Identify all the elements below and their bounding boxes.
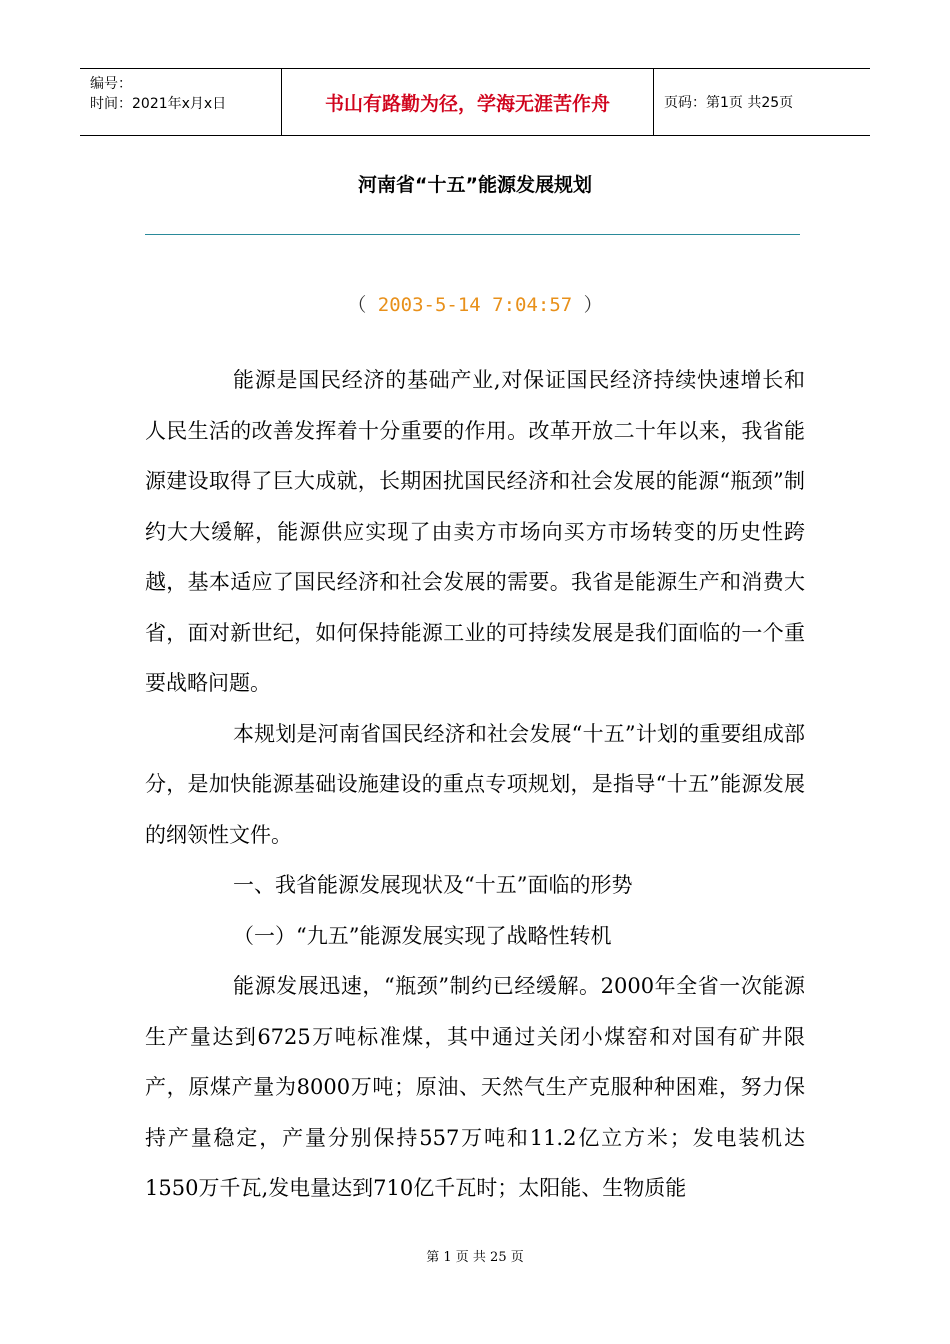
header-page-cell (654, 69, 870, 135)
header-left-cell (80, 69, 282, 135)
page-footer: 第 1 页 共 25 页 (426, 1250, 524, 1265)
section-heading: 一、我省能源发展现状及“十五”面临的形势 (233, 873, 633, 897)
motto-text: 书山有路勤为径，学海无涯苦作舟 (324, 92, 610, 115)
publish-date: 2003-5-14 7:04:57 (377, 294, 573, 316)
document-title: 河南省“十五”能源发展规划 (358, 174, 592, 196)
paragraph: 本规划是河南省国民经济和社会发展“十五”计划的重要组成部分，是加快能源基础设施建设的重点专项规划，是指导“十五”能源发展的纲领性文件。 (145, 721, 805, 847)
paragraph: 能源发展迅速，“瓶颈”制约已经缓解。2000年全省一次能源生产量达到6725万吨标准煤，其中通过关闭小煤窑和对国有矿井限产，原煤产量为8000万吨；原油、天然气生产克服种种困难，努力保持产量稳定，产量分别保持557万吨和11.2亿立方米；发电装机达1550万千瓦,发电量达到710亿千瓦时；太阳能、生物质能 (145, 974, 805, 1200)
time-label: 时间：2021年x月x日 (90, 96, 227, 112)
subsection-heading: （一）“九五”能源发展实现了战略性转机 (233, 923, 612, 948)
document-body (145, 355, 805, 1214)
paragraph: 能源是国民经济的基础产业,对保证国民经济持续快速增长和人民生活的改善发挥着十分重要的作用。改革开放二十年以来，我省能源建设取得了巨大成就，长期困扰国民经济和社会发展的能源“瓶颈”制约大大缓解，能源供应实现了由卖方市场向买方市场转变的历史性跨越，基本适应了国民经济和社会发展的需要。我省是能源生产和消费大省，面对新世纪，如何保持能源工业的可持续发展是我们面临的一个重要战略问题。 (145, 368, 805, 695)
publish-date-line (0, 290, 950, 317)
title-divider (145, 234, 800, 235)
number-label: 编号： (90, 76, 132, 92)
date-close-paren: ） (572, 294, 603, 316)
date-open-paren: （ (347, 294, 378, 316)
header-table (80, 68, 870, 136)
page-info: 页码：第1页 共25页 (664, 95, 794, 111)
header-motto-cell (282, 69, 654, 135)
